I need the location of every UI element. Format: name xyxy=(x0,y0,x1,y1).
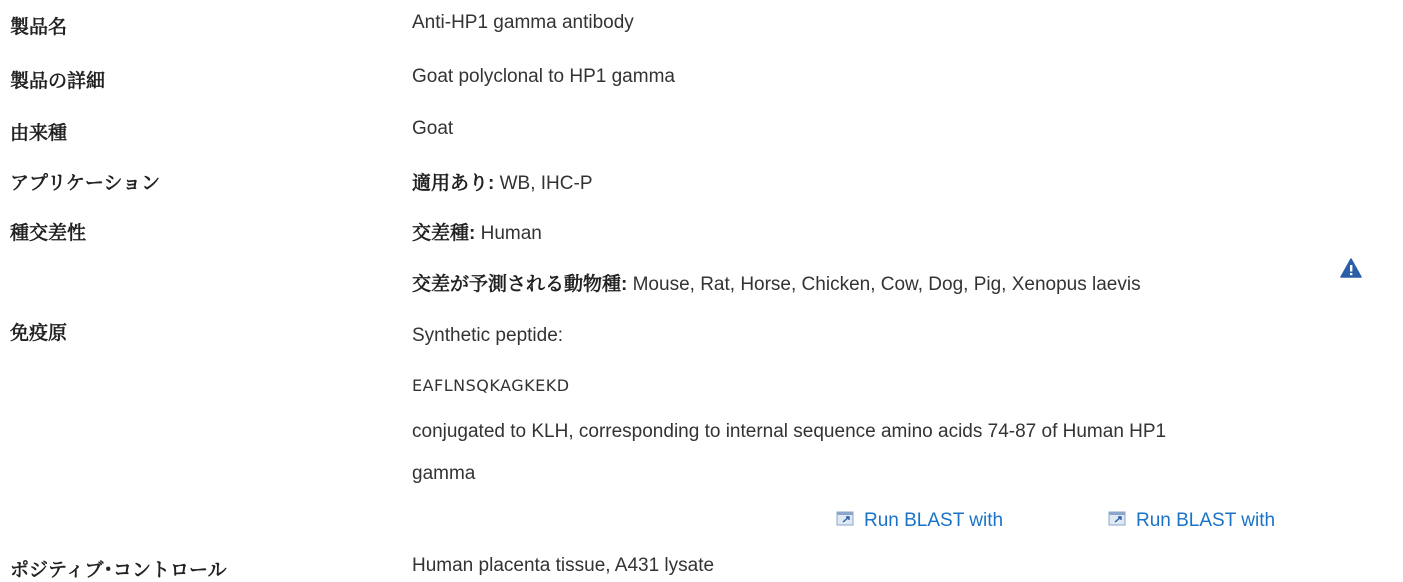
applications-list: WB, IHC-P xyxy=(494,173,593,194)
reactivity-label: 種交差性 xyxy=(10,223,87,244)
product-name-label: 製品名 xyxy=(10,17,68,38)
reacts-with-prefix: 交差種: xyxy=(412,223,476,244)
warning-triangle-icon[interactable] xyxy=(1340,258,1362,278)
run-blast-link-1[interactable] xyxy=(836,510,1003,532)
run-blast-label-1: Run BLAST with xyxy=(864,510,1004,531)
applications-label: アプリケーション xyxy=(10,173,161,194)
immunogen-line-3: conjugated to KLH, corresponding to internal sequence amino acids 74-87 of Human HP1 xyxy=(412,421,1167,442)
run-blast-label-2: Run BLAST with xyxy=(1136,510,1276,531)
applications-prefix: 適用あり: xyxy=(412,173,495,194)
product-details-label: 製品の詳細 xyxy=(10,71,106,92)
reacts-with-value xyxy=(412,218,542,245)
external-window-icon xyxy=(1108,510,1126,526)
external-window-icon xyxy=(836,510,854,526)
reacts-with-species: Human xyxy=(475,223,542,244)
predicted-species-prefix: 交差が予測される動物種: xyxy=(412,274,628,295)
immunogen-sequence: EAFLNSQKAGKEKD xyxy=(412,376,570,395)
positive-control-value: Human placenta tissue, A431 lysate xyxy=(412,555,715,576)
product-details-value: Goat polyclonal to HP1 gamma xyxy=(412,66,675,87)
immunogen-line-1: Synthetic peptide: xyxy=(412,325,564,346)
predicted-species-list: Mouse, Rat, Horse, Chicken, Cow, Dog, Pig, Xenopus laevis xyxy=(627,274,1141,295)
immunogen-label: 免疫原 xyxy=(10,323,68,344)
applications-value xyxy=(412,168,593,195)
run-blast-link-2[interactable] xyxy=(1108,510,1275,532)
product-name-value: Anti-HP1 gamma antibody xyxy=(412,12,634,33)
host-species-label: 由来種 xyxy=(10,123,68,144)
predicted-species-value xyxy=(412,269,1141,296)
immunogen-line-4: gamma xyxy=(412,463,476,484)
positive-control-label: ポジティブ･コントロール xyxy=(10,560,227,581)
host-species-value: Goat xyxy=(412,118,454,139)
